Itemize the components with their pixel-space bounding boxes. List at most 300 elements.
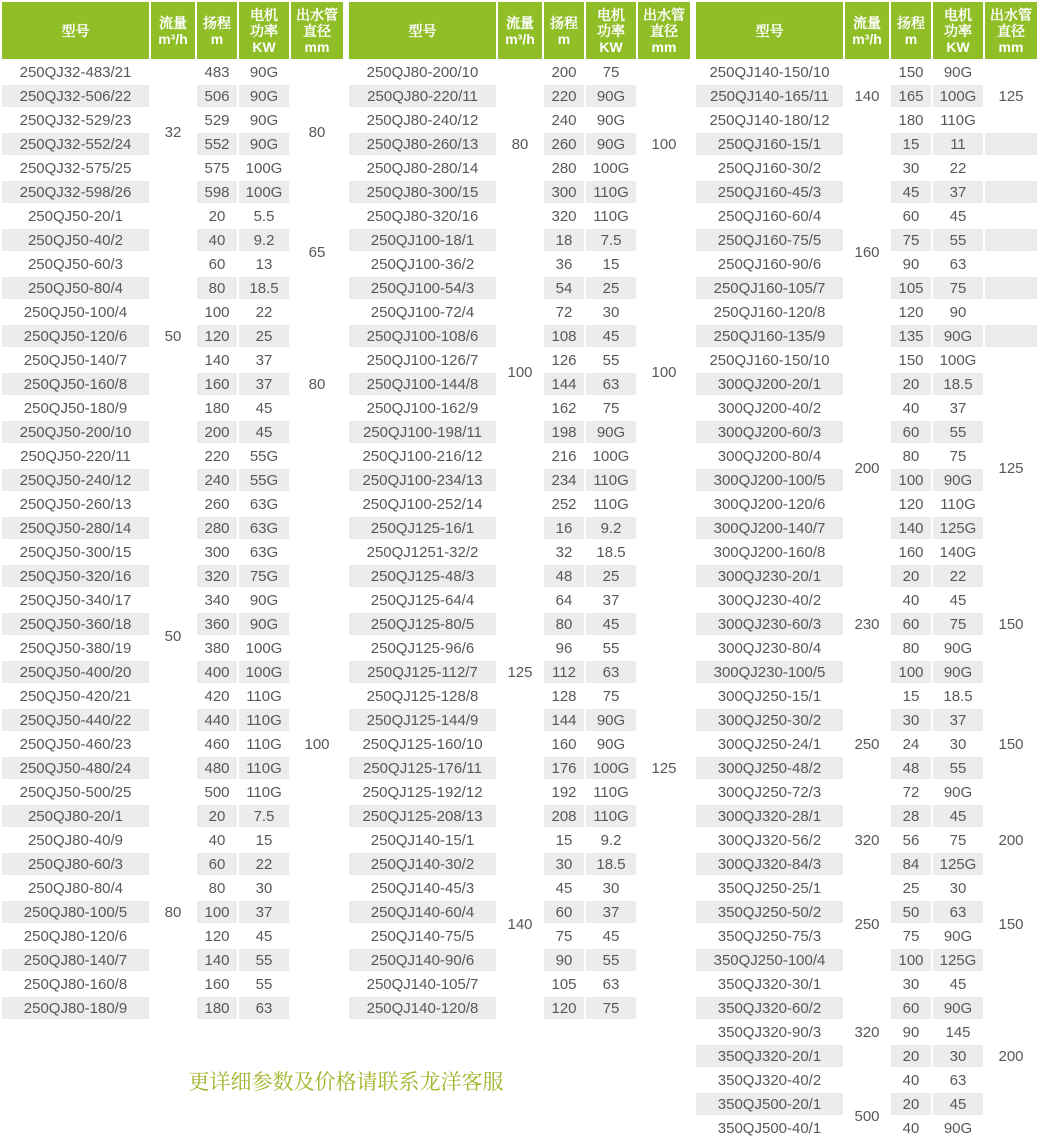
model-cell: 350QJ320-20/1 — [696, 1045, 843, 1067]
model-cell: 300QJ250-24/1 — [696, 733, 843, 755]
power-cell: 75 — [586, 685, 636, 707]
model-cell: 300QJ230-40/2 — [696, 589, 843, 611]
head-cell: 75 — [891, 229, 931, 251]
power-cell: 100G — [239, 181, 289, 203]
power-cell: 110G — [586, 805, 636, 827]
power-cell: 100G — [586, 445, 636, 467]
head-cell: 48 — [891, 757, 931, 779]
head-cell: 80 — [197, 877, 237, 899]
power-cell: 37 — [586, 901, 636, 923]
column-header-flow: 流量 m³/h — [845, 2, 889, 59]
head-cell: 140 — [197, 349, 237, 371]
head-cell: 20 — [197, 805, 237, 827]
head-cell: 150 — [891, 61, 931, 83]
outlet-empty-cell — [985, 181, 1037, 203]
model-cell: 250QJ125-16/1 — [349, 517, 496, 539]
model-cell: 250QJ160-150/10 — [696, 349, 843, 371]
head-cell: 529 — [197, 109, 237, 131]
model-cell: 300QJ200-20/1 — [696, 373, 843, 395]
head-cell: 20 — [197, 205, 237, 227]
head-cell: 144 — [544, 709, 584, 731]
column-header-outlet: 出水管 直径 mm — [291, 2, 343, 59]
header-row — [696, 2, 1037, 59]
head-cell: 45 — [544, 877, 584, 899]
outlet-empty-cell — [985, 229, 1037, 251]
power-cell: 100G — [586, 757, 636, 779]
head-cell: 112 — [544, 661, 584, 683]
model-cell: 250QJ50-440/22 — [2, 709, 149, 731]
head-cell: 90 — [891, 253, 931, 275]
model-cell: 250QJ80-120/6 — [2, 925, 149, 947]
outlet-empty-cell — [985, 205, 1037, 227]
power-cell: 90G — [586, 709, 636, 731]
outlet-merged-cell: 125 — [638, 517, 690, 1019]
flow-merged-cell: 230 — [845, 565, 889, 683]
model-cell: 250QJ160-15/1 — [696, 133, 843, 155]
head-cell: 180 — [891, 109, 931, 131]
model-cell: 250QJ100-72/4 — [349, 301, 496, 323]
power-cell: 75 — [933, 277, 983, 299]
power-cell: 30 — [933, 733, 983, 755]
power-cell: 9.2 — [586, 517, 636, 539]
header-row — [349, 2, 690, 59]
head-cell: 320 — [197, 565, 237, 587]
head-cell: 198 — [544, 421, 584, 443]
model-cell: 250QJ160-135/9 — [696, 325, 843, 347]
model-cell: 250QJ50-380/19 — [2, 637, 149, 659]
head-cell: 126 — [544, 349, 584, 371]
head-cell: 75 — [544, 925, 584, 947]
model-cell: 250QJ50-420/21 — [2, 685, 149, 707]
power-cell: 63G — [239, 541, 289, 563]
model-cell: 250QJ50-400/20 — [2, 661, 149, 683]
column-header-power: 电机 功率 KW — [586, 2, 636, 59]
power-cell: 90G — [933, 925, 983, 947]
model-cell: 350QJ320-90/3 — [696, 1021, 843, 1043]
model-cell: 250QJ140-30/2 — [349, 853, 496, 875]
model-cell: 250QJ160-60/4 — [696, 205, 843, 227]
model-cell: 250QJ160-105/7 — [696, 277, 843, 299]
power-cell: 75 — [933, 613, 983, 635]
column-header-power: 电机 功率 KW — [239, 2, 289, 59]
power-cell: 125G — [933, 853, 983, 875]
head-cell: 220 — [544, 85, 584, 107]
head-cell: 280 — [544, 157, 584, 179]
head-cell: 15 — [891, 133, 931, 155]
power-cell: 110G — [239, 757, 289, 779]
head-cell: 60 — [544, 901, 584, 923]
model-cell: 250QJ125-128/8 — [349, 685, 496, 707]
head-cell: 120 — [544, 997, 584, 1019]
power-cell: 9.2 — [239, 229, 289, 251]
table-row — [2, 61, 343, 83]
outlet-empty-cell — [985, 253, 1037, 275]
power-cell: 22 — [239, 301, 289, 323]
header-row — [2, 2, 343, 59]
flow-merged-cell: 32 — [151, 61, 195, 203]
model-cell: 300QJ200-120/6 — [696, 493, 843, 515]
head-cell: 176 — [544, 757, 584, 779]
head-cell: 30 — [891, 973, 931, 995]
head-cell: 105 — [891, 277, 931, 299]
model-cell: 250QJ80-300/15 — [349, 181, 496, 203]
table-row — [696, 877, 1037, 899]
head-cell: 40 — [197, 829, 237, 851]
head-cell: 120 — [197, 925, 237, 947]
power-cell: 100G — [586, 157, 636, 179]
power-cell: 110G — [933, 493, 983, 515]
model-cell: 250QJ50-40/2 — [2, 229, 149, 251]
head-cell: 24 — [891, 733, 931, 755]
model-cell: 250QJ32-529/23 — [2, 109, 149, 131]
column-header-flow: 流量 m³/h — [498, 2, 542, 59]
outlet-empty-cell — [985, 349, 1037, 371]
head-cell: 72 — [891, 781, 931, 803]
power-cell: 55 — [586, 949, 636, 971]
model-cell: 250QJ80-180/9 — [2, 997, 149, 1019]
head-cell: 144 — [544, 373, 584, 395]
power-cell: 30 — [586, 877, 636, 899]
head-cell: 360 — [197, 613, 237, 635]
head-cell: 20 — [891, 373, 931, 395]
model-cell: 250QJ80-140/7 — [2, 949, 149, 971]
power-cell: 45 — [933, 589, 983, 611]
power-cell: 25 — [586, 277, 636, 299]
pump-spec-table-2 — [347, 0, 692, 1021]
power-cell: 11 — [933, 133, 983, 155]
model-cell: 250QJ50-320/16 — [2, 565, 149, 587]
model-cell: 250QJ80-40/9 — [2, 829, 149, 851]
head-cell: 506 — [197, 85, 237, 107]
model-cell: 250QJ50-340/17 — [2, 589, 149, 611]
head-cell: 300 — [544, 181, 584, 203]
model-cell: 250QJ125-112/7 — [349, 661, 496, 683]
head-cell: 84 — [891, 853, 931, 875]
model-cell: 350QJ320-60/2 — [696, 997, 843, 1019]
power-cell: 37 — [933, 397, 983, 419]
model-cell: 250QJ80-160/8 — [2, 973, 149, 995]
head-cell: 20 — [891, 1045, 931, 1067]
table-row — [2, 205, 343, 227]
head-cell: 192 — [544, 781, 584, 803]
power-cell: 100G — [239, 637, 289, 659]
model-cell: 250QJ125-64/4 — [349, 589, 496, 611]
power-cell: 18.5 — [933, 373, 983, 395]
head-cell: 200 — [544, 61, 584, 83]
power-cell: 90G — [586, 109, 636, 131]
head-cell: 180 — [197, 997, 237, 1019]
head-cell: 150 — [891, 349, 931, 371]
head-cell: 120 — [891, 493, 931, 515]
power-cell: 63 — [239, 997, 289, 1019]
model-cell: 350QJ320-30/1 — [696, 973, 843, 995]
power-cell: 30 — [586, 301, 636, 323]
power-cell: 110G — [586, 781, 636, 803]
head-cell: 40 — [891, 589, 931, 611]
power-cell: 90G — [933, 661, 983, 683]
head-cell: 90 — [544, 949, 584, 971]
model-cell: 300QJ200-60/3 — [696, 421, 843, 443]
power-cell: 37 — [239, 901, 289, 923]
model-cell: 250QJ100-216/12 — [349, 445, 496, 467]
table-row — [696, 565, 1037, 587]
model-cell: 250QJ140-15/1 — [349, 829, 496, 851]
power-cell: 90G — [933, 325, 983, 347]
power-cell: 55 — [239, 949, 289, 971]
head-cell: 240 — [544, 109, 584, 131]
power-cell: 110G — [239, 781, 289, 803]
head-cell: 483 — [197, 61, 237, 83]
head-cell: 128 — [544, 685, 584, 707]
model-cell: 250QJ160-45/3 — [696, 181, 843, 203]
head-cell: 598 — [197, 181, 237, 203]
power-cell: 125G — [933, 517, 983, 539]
model-cell: 300QJ200-80/4 — [696, 445, 843, 467]
power-cell: 63G — [239, 517, 289, 539]
flow-merged-cell: 140 — [498, 829, 542, 1019]
outlet-empty-cell — [985, 325, 1037, 347]
power-cell: 110G — [586, 181, 636, 203]
model-cell: 250QJ80-320/16 — [349, 205, 496, 227]
model-cell: 250QJ1251-32/2 — [349, 541, 496, 563]
flow-merged-cell: 140 — [845, 61, 889, 131]
power-cell: 75 — [933, 445, 983, 467]
column-header-model: 型号 — [696, 2, 843, 59]
head-cell: 200 — [197, 421, 237, 443]
power-cell: 45 — [239, 421, 289, 443]
table-row — [349, 61, 690, 83]
model-cell: 250QJ50-140/7 — [2, 349, 149, 371]
flow-merged-cell: 250 — [845, 877, 889, 971]
model-cell: 250QJ125-176/11 — [349, 757, 496, 779]
flow-merged-cell: 50 — [151, 205, 195, 467]
model-cell: 350QJ250-50/2 — [696, 901, 843, 923]
head-cell: 480 — [197, 757, 237, 779]
model-cell: 250QJ32-552/24 — [2, 133, 149, 155]
head-cell: 56 — [891, 829, 931, 851]
flow-merged-cell: 50 — [151, 469, 195, 803]
model-cell: 300QJ200-160/8 — [696, 541, 843, 563]
power-cell: 9.2 — [586, 829, 636, 851]
head-cell: 100 — [891, 469, 931, 491]
model-cell: 250QJ140-60/4 — [349, 901, 496, 923]
model-cell: 350QJ250-100/4 — [696, 949, 843, 971]
power-cell: 110G — [933, 109, 983, 131]
outlet-empty-cell — [985, 133, 1037, 155]
head-cell: 80 — [544, 613, 584, 635]
outlet-merged-cell: 125 — [985, 61, 1037, 131]
model-cell: 250QJ80-20/1 — [2, 805, 149, 827]
power-cell: 55G — [239, 445, 289, 467]
model-cell: 250QJ50-240/12 — [2, 469, 149, 491]
model-cell: 250QJ125-96/6 — [349, 637, 496, 659]
model-cell: 300QJ230-80/4 — [696, 637, 843, 659]
power-cell: 45 — [933, 973, 983, 995]
model-cell: 250QJ125-160/10 — [349, 733, 496, 755]
head-cell: 40 — [891, 1117, 931, 1139]
model-cell: 250QJ100-144/8 — [349, 373, 496, 395]
head-cell: 80 — [891, 445, 931, 467]
power-cell: 45 — [239, 925, 289, 947]
outlet-empty-cell — [985, 301, 1037, 323]
power-cell: 37 — [586, 589, 636, 611]
model-cell: 300QJ250-30/2 — [696, 709, 843, 731]
table-row — [696, 373, 1037, 395]
model-cell: 250QJ50-220/11 — [2, 445, 149, 467]
model-cell: 250QJ100-234/13 — [349, 469, 496, 491]
contact-note: 更详细参数及价格请联系龙洋客服 — [188, 1071, 504, 1094]
power-cell: 18.5 — [586, 541, 636, 563]
head-cell: 36 — [544, 253, 584, 275]
head-cell: 64 — [544, 589, 584, 611]
head-cell: 100 — [891, 661, 931, 683]
head-cell: 208 — [544, 805, 584, 827]
flow-merged-cell: 160 — [845, 133, 889, 371]
model-cell: 250QJ125-80/5 — [349, 613, 496, 635]
power-cell: 90G — [239, 85, 289, 107]
flow-merged-cell: 200 — [845, 373, 889, 563]
power-cell: 110G — [586, 205, 636, 227]
model-cell: 250QJ80-200/10 — [349, 61, 496, 83]
outlet-empty-cell — [985, 277, 1037, 299]
model-cell: 250QJ160-120/8 — [696, 301, 843, 323]
model-cell: 350QJ250-25/1 — [696, 877, 843, 899]
model-cell: 250QJ32-575/25 — [2, 157, 149, 179]
column-header-outlet: 出水管 直径 mm — [638, 2, 690, 59]
power-cell: 22 — [933, 565, 983, 587]
model-cell: 250QJ32-598/26 — [2, 181, 149, 203]
power-cell: 18.5 — [239, 277, 289, 299]
model-cell: 250QJ50-160/8 — [2, 373, 149, 395]
power-cell: 37 — [933, 181, 983, 203]
outlet-merged-cell: 100 — [638, 229, 690, 515]
head-cell: 140 — [197, 949, 237, 971]
power-cell: 75 — [586, 997, 636, 1019]
model-cell: 250QJ160-90/6 — [696, 253, 843, 275]
model-cell: 350QJ320-40/2 — [696, 1069, 843, 1091]
outlet-empty-cell — [985, 157, 1037, 179]
model-cell: 300QJ250-72/3 — [696, 781, 843, 803]
column-header-power: 电机 功率 KW — [933, 2, 983, 59]
head-cell: 60 — [891, 997, 931, 1019]
head-cell: 96 — [544, 637, 584, 659]
head-cell: 45 — [891, 181, 931, 203]
power-cell: 37 — [933, 709, 983, 731]
power-cell: 110G — [239, 733, 289, 755]
head-cell: 60 — [891, 205, 931, 227]
head-cell: 100 — [891, 949, 931, 971]
power-cell: 100G — [933, 85, 983, 107]
head-cell: 15 — [544, 829, 584, 851]
power-cell: 25 — [586, 565, 636, 587]
model-cell: 250QJ100-36/2 — [349, 253, 496, 275]
model-cell: 250QJ140-180/12 — [696, 109, 843, 131]
model-cell: 250QJ50-60/3 — [2, 253, 149, 275]
head-cell: 162 — [544, 397, 584, 419]
head-cell: 400 — [197, 661, 237, 683]
head-cell: 40 — [197, 229, 237, 251]
model-cell: 250QJ100-108/6 — [349, 325, 496, 347]
head-cell: 160 — [197, 373, 237, 395]
power-cell: 90G — [933, 637, 983, 659]
table-row — [349, 517, 690, 539]
head-cell: 40 — [891, 1069, 931, 1091]
head-cell: 140 — [891, 517, 931, 539]
outlet-merged-cell: 100 — [638, 61, 690, 227]
head-cell: 300 — [197, 541, 237, 563]
model-cell: 250QJ100-252/14 — [349, 493, 496, 515]
power-cell: 55 — [933, 229, 983, 251]
model-cell: 350QJ250-75/3 — [696, 925, 843, 947]
model-cell: 250QJ50-500/25 — [2, 781, 149, 803]
head-cell: 60 — [891, 613, 931, 635]
head-cell: 252 — [544, 493, 584, 515]
power-cell: 90G — [586, 85, 636, 107]
head-cell: 280 — [197, 517, 237, 539]
model-cell: 250QJ100-18/1 — [349, 229, 496, 251]
model-cell: 250QJ50-360/18 — [2, 613, 149, 635]
power-cell: 75 — [586, 397, 636, 419]
power-cell: 90G — [933, 997, 983, 1019]
outlet-merged-cell: 100 — [291, 469, 343, 1019]
model-cell: 250QJ50-280/14 — [2, 517, 149, 539]
head-cell: 420 — [197, 685, 237, 707]
head-cell: 18 — [544, 229, 584, 251]
power-cell: 45 — [586, 925, 636, 947]
model-cell: 300QJ230-60/3 — [696, 613, 843, 635]
power-cell: 18.5 — [586, 853, 636, 875]
outlet-merged-cell: 80 — [291, 61, 343, 203]
head-cell: 60 — [197, 253, 237, 275]
model-cell: 250QJ140-90/6 — [349, 949, 496, 971]
model-cell: 250QJ140-105/7 — [349, 973, 496, 995]
model-cell: 250QJ100-162/9 — [349, 397, 496, 419]
model-cell: 250QJ140-150/10 — [696, 61, 843, 83]
head-cell: 180 — [197, 397, 237, 419]
outlet-merged-cell: 80 — [291, 301, 343, 467]
power-cell: 55 — [586, 349, 636, 371]
head-cell: 234 — [544, 469, 584, 491]
head-cell: 552 — [197, 133, 237, 155]
model-cell: 300QJ320-56/2 — [696, 829, 843, 851]
power-cell: 90G — [239, 589, 289, 611]
outlet-merged-cell: 150 — [985, 877, 1037, 971]
model-cell: 250QJ50-100/4 — [2, 301, 149, 323]
model-cell: 250QJ125-208/13 — [349, 805, 496, 827]
model-cell: 250QJ50-20/1 — [2, 205, 149, 227]
head-cell: 72 — [544, 301, 584, 323]
column-header-head: 扬程 m — [891, 2, 931, 59]
head-cell: 440 — [197, 709, 237, 731]
power-cell: 30 — [239, 877, 289, 899]
outlet-merged-cell: 150 — [985, 565, 1037, 683]
head-cell: 135 — [891, 325, 931, 347]
model-cell: 250QJ80-240/12 — [349, 109, 496, 131]
model-cell: 250QJ50-200/10 — [2, 421, 149, 443]
power-cell: 45 — [933, 1093, 983, 1115]
model-cell: 250QJ140-165/11 — [696, 85, 843, 107]
table-row — [696, 61, 1037, 83]
pump-spec-table-1 — [0, 0, 345, 1021]
model-cell: 350QJ500-20/1 — [696, 1093, 843, 1115]
power-cell: 90G — [933, 469, 983, 491]
model-cell: 350QJ500-40/1 — [696, 1117, 843, 1139]
head-cell: 30 — [544, 853, 584, 875]
power-cell: 55G — [239, 469, 289, 491]
power-cell: 110G — [586, 469, 636, 491]
power-cell: 125G — [933, 949, 983, 971]
power-cell: 63 — [933, 1069, 983, 1091]
